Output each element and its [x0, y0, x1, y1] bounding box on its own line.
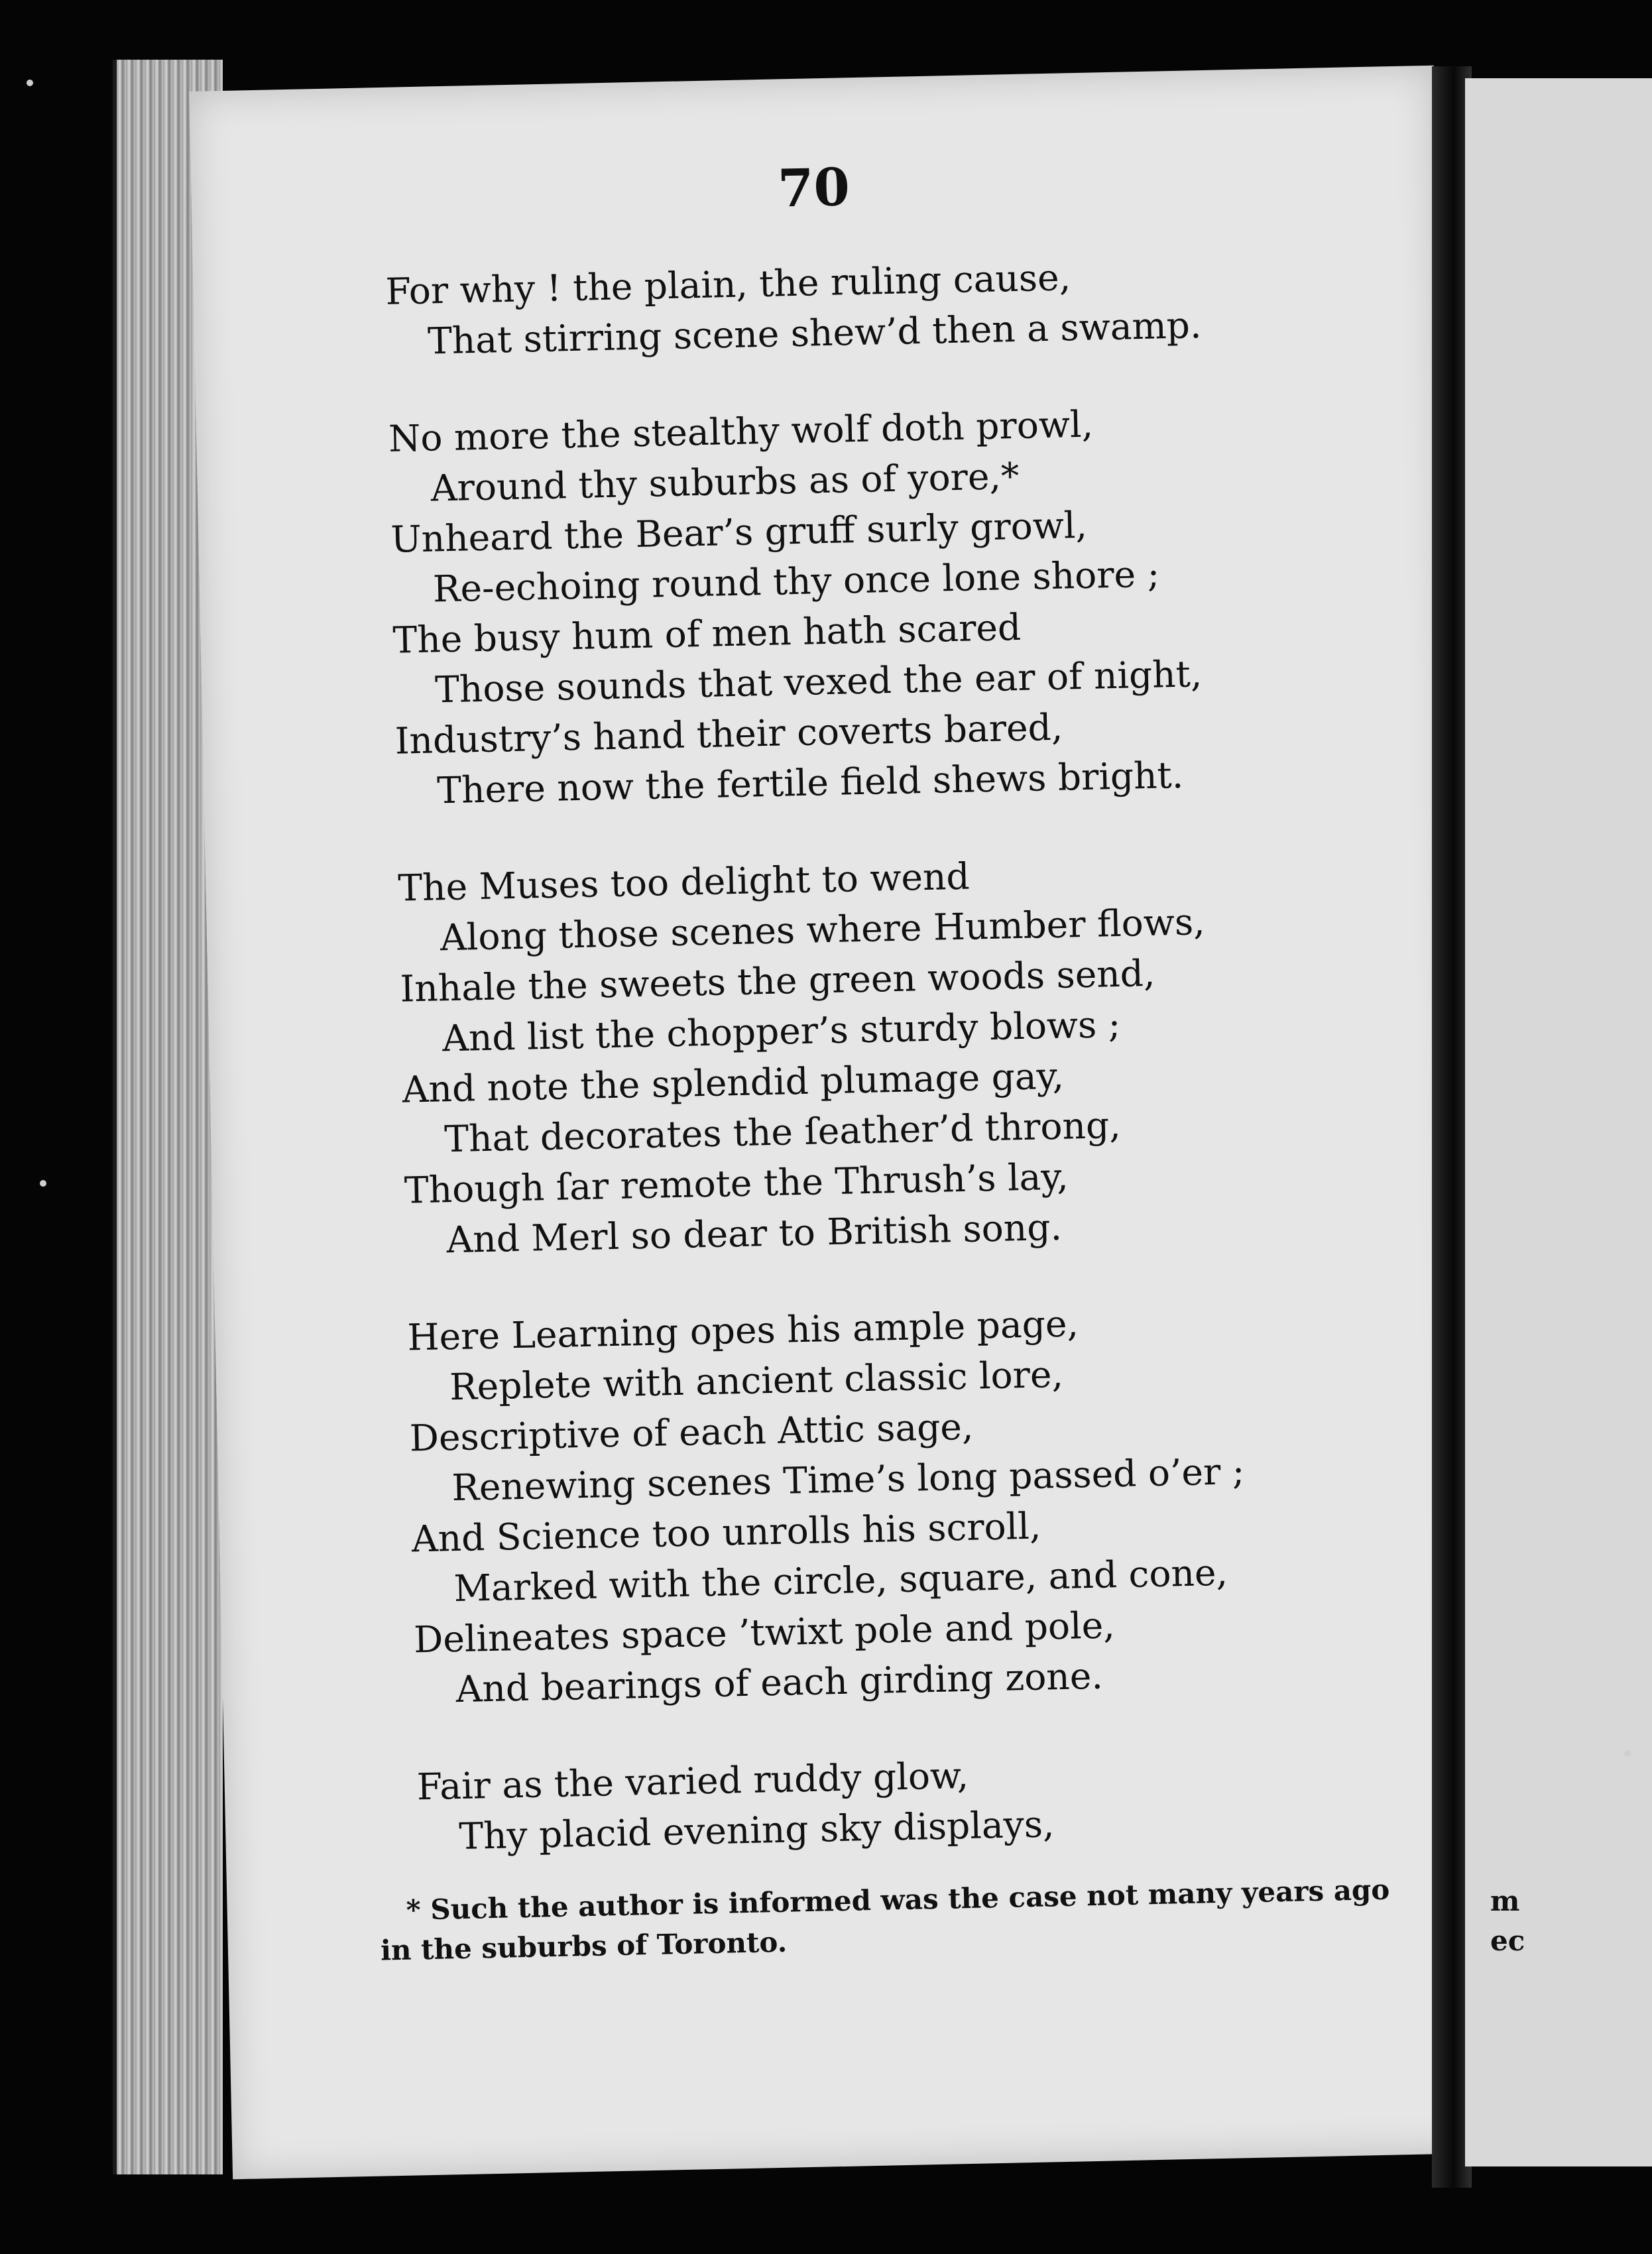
- poem-line: Along those scenes where Humber flows,: [440, 900, 1206, 959]
- poem-line: That decorates the ſeather’d throng,: [443, 1103, 1122, 1161]
- poem-line: Delineates space ’twixt pole and pole,: [413, 1604, 1116, 1661]
- facing-page: [1465, 78, 1652, 2166]
- poem-line: Fair as the varied ruddy glow,: [416, 1753, 969, 1809]
- poem-line: Those sounds that vexed the ear of night,: [434, 652, 1203, 711]
- poem-stanza: [388, 392, 1430, 817]
- poem-line: And Merl so dear to British song.: [445, 1205, 1063, 1262]
- left-page: [189, 66, 1478, 2180]
- facing-page-fragment: [1490, 1881, 1525, 1961]
- poem-stanza: [385, 245, 1421, 367]
- page-number: 70: [777, 157, 851, 219]
- poem-line: Marked with the circle, square, and cone,: [453, 1551, 1228, 1610]
- page-text: [189, 66, 1478, 2180]
- poem: [385, 245, 1454, 1909]
- poem-line: And bearings of each girding zone.: [455, 1654, 1104, 1711]
- poem-line: And note the splendid plumage gay,: [402, 1054, 1065, 1111]
- facing-page-text: m: [1490, 1885, 1520, 1917]
- poem-line: The Muses too delight to wend: [397, 855, 971, 910]
- poem-line: That stirring scene shew’d then a swamp.: [427, 304, 1202, 363]
- footnote-line: * Such the author is informed was the case not many years ago: [406, 1873, 1390, 1927]
- scan-speck: [27, 80, 33, 86]
- poem-line: Descriptive of each Attic sage,: [409, 1405, 974, 1460]
- poem-line: Around thy suburbs as of yore,*: [430, 454, 1020, 510]
- facing-page-text: ec: [1490, 1925, 1525, 1957]
- scan-speck: [1624, 1750, 1631, 1757]
- poem-stanza: [407, 1291, 1449, 1716]
- poem-line: Inhale the sweets the green woods send,: [399, 951, 1155, 1010]
- poem-line: Replete with ancient classic lore,: [449, 1352, 1064, 1409]
- poem-line: For why ! the plain, the ruling cause,: [384, 256, 1071, 313]
- poem-line: Industry’s hand their coverts bared,: [394, 705, 1063, 762]
- poem-line: Unheard the Bear’s gruff surly growl,: [390, 503, 1088, 561]
- footnote-line: in the suburbs of Toronto.: [380, 1925, 788, 1967]
- poem-line: And Science too unrolls his scroll,: [411, 1504, 1041, 1561]
- poem-line: Though ſar remote the Thrush’s lay,: [404, 1155, 1069, 1212]
- poem-line: There now the fertile field shews bright.: [436, 753, 1184, 812]
- poem-line: Re-echoing round thy once lone shore ;: [432, 552, 1160, 611]
- scan-speck: [40, 1180, 46, 1187]
- poem-line: No more the stealthy wolf doth prowl,: [388, 402, 1094, 460]
- poem-line: Renewing scenes Time’s long passed o’er ;: [451, 1450, 1245, 1510]
- poem-line: And list the chopper’s sturdy blows ;: [442, 1002, 1121, 1060]
- poem-line: Thy placid evening sky displays,: [458, 1803, 1055, 1858]
- poem-line: Here Learning opes his ample page,: [406, 1302, 1079, 1359]
- poem-stanza: [416, 1740, 1452, 1863]
- poem-stanza: [398, 841, 1440, 1266]
- poem-line: The busy hum of men hath scared: [392, 605, 1022, 662]
